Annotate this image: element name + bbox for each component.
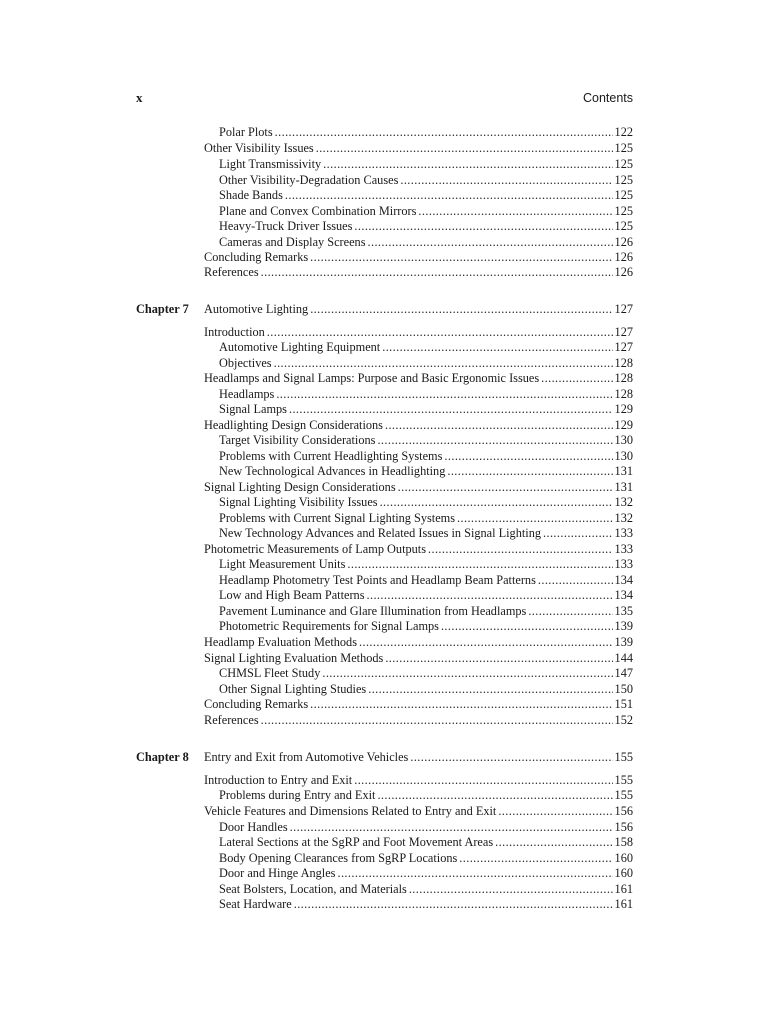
toc-entry-page: 126	[614, 250, 633, 264]
toc-entry[interactable]	[219, 339, 633, 355]
toc-entry[interactable]	[204, 712, 633, 728]
toc-entry-page: 133	[614, 526, 633, 540]
toc-entry[interactable]	[219, 203, 633, 219]
toc-entry-page: 132	[614, 495, 633, 509]
toc-entry-title: Plane and Convex Combination Mirrors	[219, 204, 417, 218]
toc-entry[interactable]	[204, 772, 633, 788]
toc-entry-title: Automotive Lighting Equipment	[219, 340, 381, 354]
toc-entry-page: 139	[614, 635, 633, 649]
toc-entry-page: 125	[614, 204, 633, 218]
toc-entry[interactable]	[204, 541, 633, 557]
dot-leader	[418, 203, 612, 219]
toc-entry-title: New Technological Advances in Headlighting	[219, 464, 446, 478]
dot-leader	[322, 665, 612, 681]
toc-entry-page: 150	[614, 682, 633, 696]
dot-leader	[377, 432, 612, 448]
toc-entry[interactable]	[219, 448, 633, 464]
toc-entry-title: Low and High Beam Patterns	[219, 588, 365, 602]
toc-entry-page: 125	[614, 157, 633, 171]
toc-entry[interactable]	[219, 463, 633, 479]
dot-leader	[398, 479, 613, 495]
toc-entry-page: 135	[614, 604, 633, 618]
toc-entry-page: 127	[614, 325, 633, 339]
toc-entry-page: 128	[614, 356, 633, 370]
toc-entry-title: Cameras and Display Screens	[219, 235, 366, 249]
dot-leader	[310, 696, 612, 712]
chapter-title: Automotive Lighting	[204, 302, 309, 316]
toc-entry-title: Heavy-Truck Driver Issues	[219, 219, 353, 233]
toc-entry[interactable]	[219, 819, 633, 835]
toc-entry-title: Pavement Luminance and Glare Illumination from Headlamps	[219, 604, 527, 618]
toc-entry-page: 160	[614, 866, 633, 880]
toc-entry[interactable]	[204, 696, 633, 712]
toc-entry-title: Headlamp Photometry Test Points and Headlamp Beam Patterns	[219, 573, 536, 587]
toc-entry-page: 155	[614, 788, 633, 802]
toc-entry-page: 122	[614, 125, 633, 139]
toc-entry-page: 134	[614, 588, 633, 602]
toc-entry-page: 134	[614, 573, 633, 587]
toc-entry[interactable]	[219, 432, 633, 448]
chapter-entry[interactable]	[204, 301, 633, 317]
toc-entry-title: CHMSL Fleet Study	[219, 666, 321, 680]
toc-entry[interactable]	[219, 881, 633, 897]
toc-entry-title: Door and Hinge Angles	[219, 866, 336, 880]
dot-leader	[528, 603, 612, 619]
toc-entry-page: 156	[614, 820, 633, 834]
toc-entry-title: Headlamp Evaluation Methods	[204, 635, 357, 649]
dot-leader	[285, 187, 613, 203]
chapter-title: Entry and Exit from Automotive Vehicles	[204, 750, 409, 764]
toc-entry[interactable]	[219, 572, 633, 588]
dot-leader	[316, 140, 613, 156]
toc-entry-page: 125	[614, 219, 633, 233]
toc-entry-page: 152	[614, 713, 633, 727]
toc-entry[interactable]	[204, 370, 633, 386]
toc-entry-page: 156	[614, 804, 633, 818]
toc-entry[interactable]	[219, 896, 633, 912]
page-number: x	[136, 90, 143, 105]
toc-entry[interactable]	[204, 417, 633, 433]
dot-leader	[347, 556, 612, 572]
toc-entry-page: 125	[614, 188, 633, 202]
toc-entry-page: 125	[614, 141, 633, 155]
toc-entry-page: 132	[614, 511, 633, 525]
dot-leader	[274, 355, 613, 371]
toc-entry[interactable]	[204, 324, 633, 340]
toc-entry-title: Photometric Requirements for Signal Lamps	[219, 619, 439, 633]
dot-leader	[354, 772, 612, 788]
chapter-page: 155	[614, 750, 633, 764]
toc-entry[interactable]	[219, 124, 633, 140]
toc-entry-page: 161	[614, 897, 633, 911]
toc-entry[interactable]	[219, 156, 633, 172]
toc-entry-title: Lateral Sections at the SgRP and Foot Movement Areas	[219, 835, 494, 849]
toc-entry-page: 126	[614, 235, 633, 249]
toc-entry[interactable]	[204, 479, 633, 495]
toc-entry-title: Target Visibility Considerations	[219, 433, 376, 447]
toc-entry-page: 133	[614, 557, 633, 571]
toc-entry-page: 151	[614, 697, 633, 711]
toc-entry-page: 160	[614, 851, 633, 865]
toc-entry-title: Problems with Current Headlighting Systems	[219, 449, 443, 463]
dot-leader	[428, 541, 613, 557]
toc-entry[interactable]	[219, 681, 633, 697]
toc-entry-title: Headlighting Design Considerations	[204, 418, 383, 432]
toc-entry-title: Shade Bands	[219, 188, 283, 202]
toc-entry[interactable]	[219, 494, 633, 510]
dot-leader	[541, 370, 612, 386]
toc-entry-page: 128	[614, 387, 633, 401]
dot-leader	[380, 494, 613, 510]
dot-leader	[290, 819, 613, 835]
toc-entry-title: Headlamps and Signal Lamps: Purpose and Basic Ergonomic Issues	[204, 371, 540, 385]
toc-entry-page: 155	[614, 773, 633, 787]
dot-leader	[495, 834, 612, 850]
toc-entry-title: Signal Lighting Evaluation Methods	[204, 651, 384, 665]
dot-leader	[310, 301, 612, 317]
toc-entry[interactable]	[219, 865, 633, 881]
toc-entry[interactable]	[219, 234, 633, 250]
toc-entry-page: 129	[614, 402, 633, 416]
toc-entry[interactable]	[204, 634, 633, 650]
toc-entry-title: Headlamps	[219, 387, 275, 401]
toc-entry-title: Vehicle Features and Dimensions Related to Entry and Exit	[204, 804, 497, 818]
chapter-label: Chapter 7	[136, 302, 189, 316]
toc-entry-page: 131	[614, 480, 633, 494]
toc-entry-title: Concluding Remarks	[204, 250, 309, 264]
dot-leader	[441, 618, 613, 634]
dot-leader	[367, 587, 613, 603]
dot-leader	[385, 650, 612, 666]
toc-entry[interactable]	[219, 850, 633, 866]
toc-entry[interactable]	[219, 556, 633, 572]
toc-entry-page: 161	[614, 882, 633, 896]
toc-entry-title: Other Visibility-Degradation Causes	[219, 173, 399, 187]
dot-leader	[275, 124, 613, 140]
dot-leader	[498, 803, 612, 819]
toc-entry-page: 130	[614, 449, 633, 463]
toc-entry-title: Door Handles	[219, 820, 288, 834]
toc-entry-title: References	[204, 713, 259, 727]
dot-leader	[323, 156, 612, 172]
dot-leader	[310, 249, 612, 265]
toc-entry-title: Seat Hardware	[219, 897, 292, 911]
toc-entry[interactable]	[219, 386, 633, 402]
dot-leader	[289, 401, 613, 417]
toc-entry[interactable]	[219, 603, 633, 619]
toc-entry-title: Introduction to Entry and Exit	[204, 773, 353, 787]
running-head: Contents	[582, 91, 633, 105]
toc-entry-title: Problems during Entry and Exit	[219, 788, 376, 802]
toc-entry-page: 128	[614, 371, 633, 385]
toc-entry-page: 158	[614, 835, 633, 849]
toc-entry[interactable]	[219, 218, 633, 234]
toc-entry-page: 127	[614, 340, 633, 354]
dot-leader	[382, 339, 612, 355]
toc-entry-title: Objectives	[219, 356, 272, 370]
toc-entry[interactable]	[219, 787, 633, 803]
dot-leader	[400, 172, 612, 188]
page-header	[136, 89, 633, 107]
dot-leader	[459, 850, 612, 866]
dot-leader	[267, 324, 613, 340]
toc-entry[interactable]	[204, 249, 633, 265]
chapter-entry[interactable]	[204, 749, 633, 765]
dot-leader	[409, 881, 613, 897]
toc-entry-page: 129	[614, 418, 633, 432]
toc-entry-page: 139	[614, 619, 633, 633]
chapter-page: 127	[614, 302, 633, 316]
dot-leader	[457, 510, 613, 526]
toc-entry-title: Signal Lighting Visibility Issues	[219, 495, 378, 509]
toc-entry[interactable]	[219, 172, 633, 188]
toc-entry-page: 133	[614, 542, 633, 556]
toc-entry[interactable]	[219, 834, 633, 850]
dot-leader	[385, 417, 613, 433]
toc-entry-title: References	[204, 265, 259, 279]
dot-leader	[337, 865, 612, 881]
toc-entry[interactable]	[219, 665, 633, 681]
toc-entry-title: Light Measurement Units	[219, 557, 346, 571]
toc-entry[interactable]	[204, 650, 633, 666]
toc-entry-page: 126	[614, 265, 633, 279]
toc-entry[interactable]	[219, 587, 633, 603]
toc-entry[interactable]	[219, 618, 633, 634]
toc-entry[interactable]	[219, 355, 633, 371]
dot-leader	[368, 681, 612, 697]
dot-leader	[294, 896, 613, 912]
toc-entry-title: Photometric Measurements of Lamp Outputs	[204, 542, 426, 556]
toc-entry-page: 125	[614, 173, 633, 187]
toc-entry[interactable]	[204, 140, 633, 156]
toc-entry[interactable]	[219, 401, 633, 417]
toc-entry[interactable]	[219, 510, 633, 526]
toc-entry-page: 131	[614, 464, 633, 478]
toc-entry[interactable]	[204, 264, 633, 280]
toc-entry-page: 130	[614, 433, 633, 447]
dot-leader	[276, 386, 612, 402]
dot-leader	[359, 634, 613, 650]
toc-entry[interactable]	[204, 803, 633, 819]
toc-entry-title: Seat Bolsters, Location, and Materials	[219, 882, 407, 896]
dot-leader	[447, 463, 612, 479]
toc-entry-page: 147	[614, 666, 633, 680]
toc-entry-page: 144	[614, 651, 633, 665]
dot-leader	[377, 787, 612, 803]
dot-leader	[261, 712, 613, 728]
toc-entry-title: Signal Lamps	[219, 402, 287, 416]
dot-leader	[261, 264, 613, 280]
dot-leader	[444, 448, 612, 464]
toc-entry-title: Signal Lighting Design Considerations	[204, 480, 396, 494]
toc-entry-title: Concluding Remarks	[204, 697, 309, 711]
toc-entry-title: Light Transmissivity	[219, 157, 322, 171]
dot-leader	[543, 525, 613, 541]
dot-leader	[410, 749, 612, 765]
toc-entry-title: Body Opening Clearances from SgRP Locations	[219, 851, 458, 865]
toc-entry-title: Other Signal Lighting Studies	[219, 682, 367, 696]
dot-leader	[354, 218, 612, 234]
toc-entry-title: New Technology Advances and Related Issues in Signal Lighting	[219, 526, 541, 540]
toc-entry-title: Introduction	[204, 325, 265, 339]
dot-leader	[368, 234, 613, 250]
toc-entry-title: Other Visibility Issues	[204, 141, 314, 155]
toc-entry-title: Problems with Current Signal Lighting Systems	[219, 511, 456, 525]
dot-leader	[538, 572, 613, 588]
toc-entry[interactable]	[219, 525, 633, 541]
toc-entry[interactable]	[219, 187, 633, 203]
toc-entry-title: Polar Plots	[219, 125, 273, 139]
chapter-label: Chapter 8	[136, 750, 189, 764]
